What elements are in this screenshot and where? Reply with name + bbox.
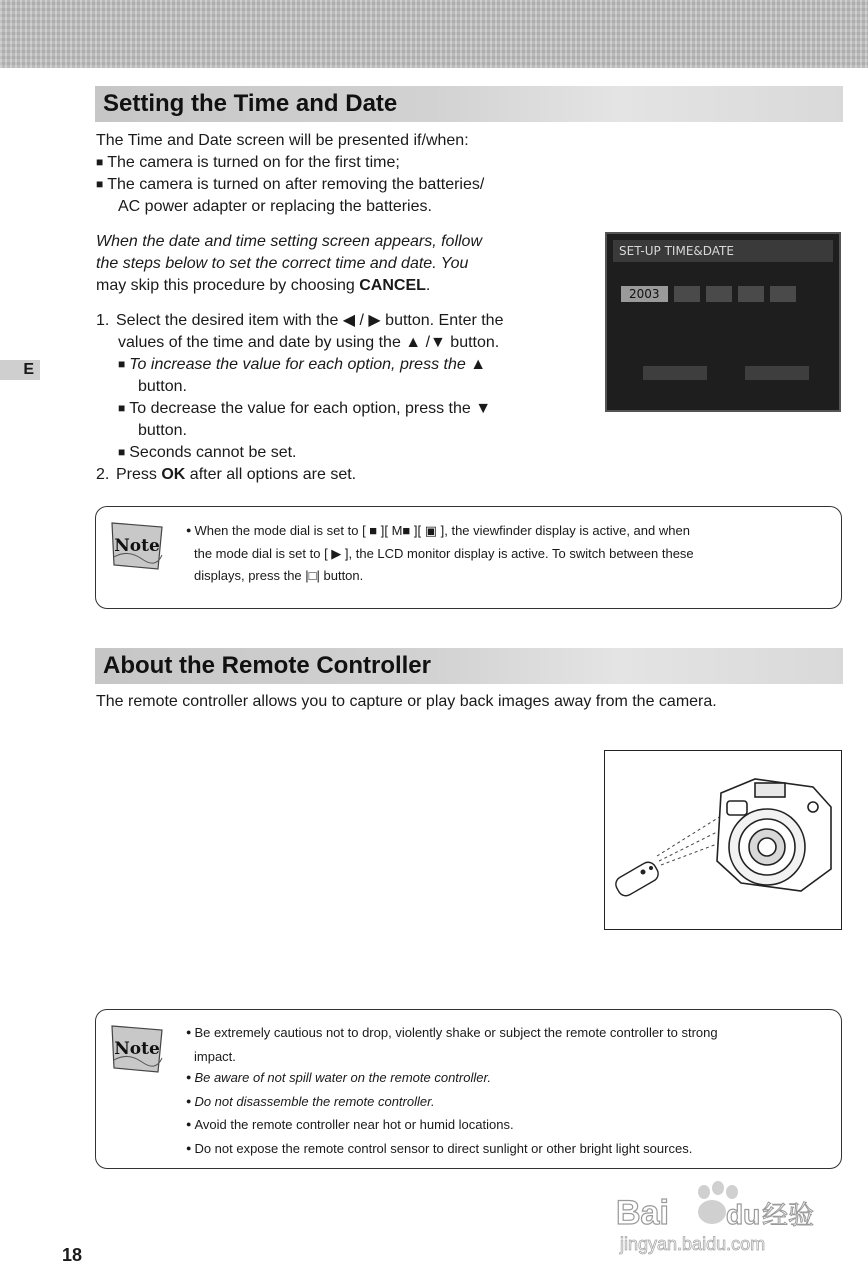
svg-text:Note: Note bbox=[114, 1039, 160, 1059]
svg-text:经验: 经验 bbox=[762, 1201, 815, 1231]
svg-text:Note: Note bbox=[114, 536, 160, 556]
lcd-date-fields bbox=[621, 286, 796, 302]
step-2: 2. Press OK after all options are set. bbox=[96, 466, 357, 483]
camera-remote-illustration bbox=[604, 750, 842, 930]
note-line: ● Be aware of not spill water on the remote controller. bbox=[186, 1067, 823, 1091]
lcd-year-field: 2003 bbox=[621, 286, 668, 302]
section-title: About the Remote Controller bbox=[103, 652, 431, 679]
note-box-2 bbox=[95, 1009, 842, 1169]
para-line: the steps below to set the correct time and date. You bbox=[96, 255, 469, 272]
page-number: 18 bbox=[62, 1245, 83, 1265]
language-tab bbox=[0, 360, 40, 380]
svg-text:du: du bbox=[726, 1199, 761, 1230]
step-1: 1. Select the desired item with the ◀ / ▶ button. Enter the bbox=[96, 312, 504, 329]
svg-text:Bai: Bai bbox=[616, 1194, 669, 1232]
step-sub-item: ■ Seconds cannot be set. bbox=[96, 442, 576, 464]
para-line: When the date and time setting screen appears, follow bbox=[96, 233, 482, 250]
lcd-minute-field bbox=[770, 286, 796, 302]
note-2-text bbox=[186, 1022, 823, 1161]
lcd-month-field bbox=[674, 286, 700, 302]
lcd-hour-field bbox=[738, 286, 764, 302]
instruction-paragraph bbox=[96, 231, 576, 297]
section-title: Setting the Time and Date bbox=[103, 90, 398, 117]
note-box-1 bbox=[95, 506, 842, 609]
step-sub-cont: button. bbox=[138, 422, 187, 439]
bullet-continuation: AC power adapter or replacing the batteries. bbox=[118, 198, 432, 215]
step-sub-cont: button. bbox=[138, 378, 187, 395]
lcd-ok-button bbox=[745, 366, 809, 380]
section-heading-remote bbox=[95, 648, 843, 684]
camera-drawing bbox=[605, 751, 840, 928]
lcd-cancel-button bbox=[643, 366, 707, 380]
lcd-day-field bbox=[706, 286, 732, 302]
note-line: ● Be extremely cautious not to drop, violently shake or subject the remote controller to strong bbox=[186, 1022, 823, 1046]
note-1-text bbox=[186, 520, 823, 587]
remote-intro bbox=[96, 691, 841, 713]
ok-label: OK bbox=[161, 466, 186, 483]
note-icon bbox=[108, 519, 166, 573]
note-line: impact. bbox=[194, 1048, 236, 1064]
para-line: may skip this procedure by choosing CANCEL. bbox=[96, 277, 431, 294]
intro-text: The Time and Date screen will be presented if/when: bbox=[96, 132, 469, 149]
note-line: ● Do not disassemble the remote controller. bbox=[186, 1091, 823, 1115]
note-line: the mode dial is set to [ ▶ ], the LCD monitor display is active. To switch between these bbox=[194, 546, 694, 561]
camera-icon bbox=[717, 779, 831, 891]
intro-block bbox=[96, 130, 576, 218]
lcd-time-date-screen bbox=[605, 232, 841, 412]
steps-list bbox=[96, 310, 576, 486]
baidu-paw-logo bbox=[612, 1178, 838, 1258]
note-line: ● Avoid the remote controller near hot or humid locations. bbox=[186, 1114, 823, 1138]
note-icon bbox=[108, 1022, 166, 1076]
note-line: ● When the mode dial is set to [ ■ ][ M■ ][ ▣ ], the viewfinder display is active, and when bbox=[186, 520, 823, 543]
remote-intro-text: The remote controller allows you to capture or play back images away from the camera. bbox=[96, 693, 717, 710]
step-sub-item: ■ To increase the value for each option, press the ▲ bbox=[96, 354, 576, 376]
lcd-header: SET-UP TIME&DATE bbox=[613, 240, 833, 262]
remote-controller-icon bbox=[613, 859, 661, 898]
baidu-watermark bbox=[612, 1178, 838, 1258]
note-line: ● Do not expose the remote control sensor to direct sunlight or other bright light sources. bbox=[186, 1138, 823, 1162]
step-sub-item: ■ To decrease the value for each option, press the ▼ bbox=[96, 398, 576, 420]
bullet-item: ■ The camera is turned on after removing the batteries/ bbox=[96, 174, 576, 196]
note-line: displays, press the |□| button. bbox=[194, 568, 364, 583]
bullet-item: ■ The camera is turned on for the first time; bbox=[96, 152, 576, 174]
svg-text:jingyan.baidu.com: jingyan.baidu.com bbox=[620, 1234, 766, 1254]
language-tab-label: E bbox=[23, 361, 34, 378]
cancel-label: CANCEL bbox=[359, 277, 426, 294]
step-1-cont: values of the time and date by using the ▲ /▼ button. bbox=[118, 334, 500, 351]
top-decorative-band bbox=[0, 0, 868, 68]
section-heading-time-date bbox=[95, 86, 843, 122]
